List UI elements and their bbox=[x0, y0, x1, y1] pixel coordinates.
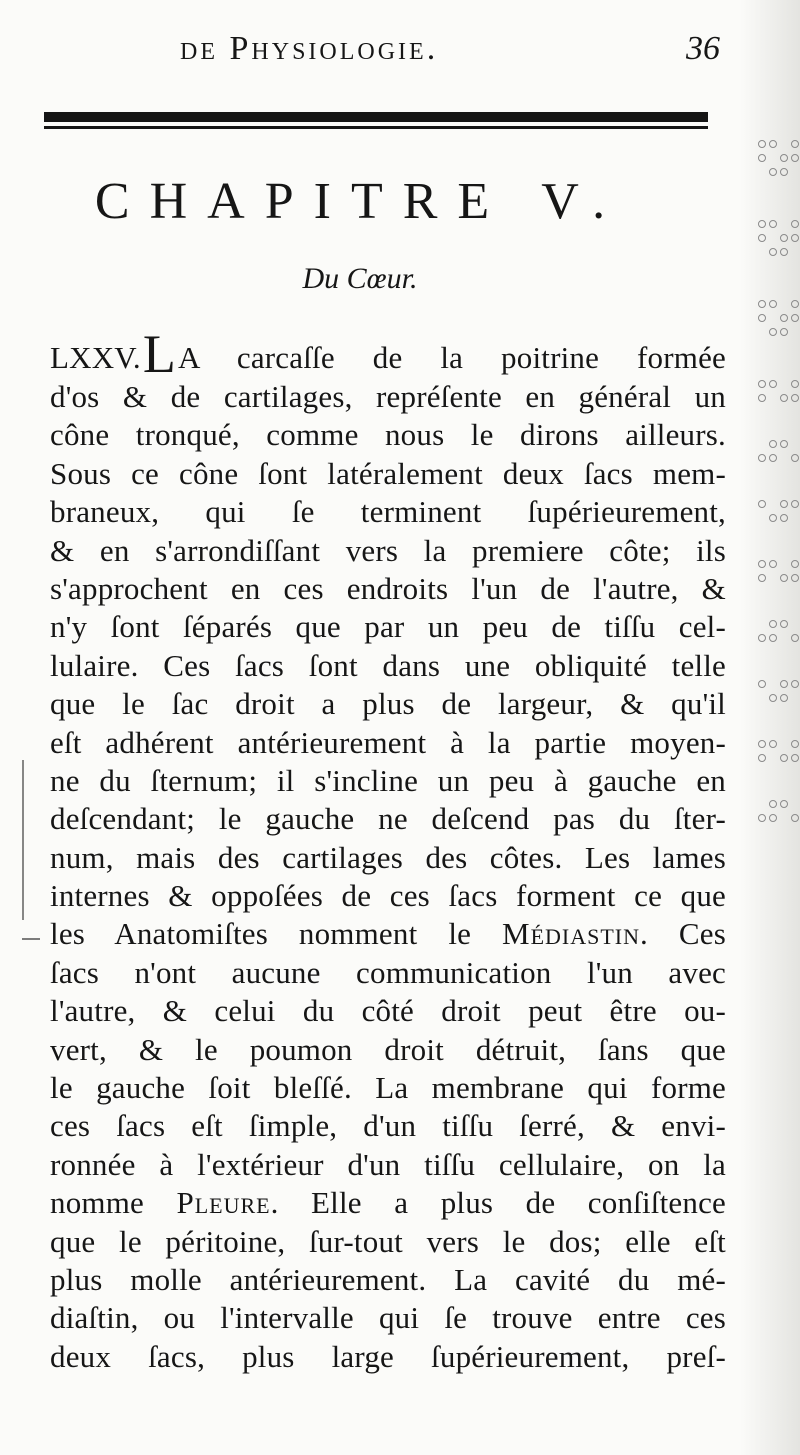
bleed-dot bbox=[780, 694, 788, 702]
text-line: s'approchent en ces endroits l'un de l'autre, & bbox=[50, 570, 726, 606]
text-segment: les Anatomiſtes nomment le bbox=[50, 916, 472, 952]
bleed-dot bbox=[758, 814, 766, 822]
bleed-dot bbox=[780, 514, 788, 522]
drop-cap: L bbox=[142, 324, 177, 384]
bleed-dot bbox=[758, 234, 766, 242]
bleed-dot bbox=[791, 234, 799, 242]
bleed-dot bbox=[769, 560, 777, 568]
bleed-dot bbox=[780, 168, 788, 176]
running-head: de Physiologie. bbox=[180, 30, 439, 67]
bleed-dot bbox=[780, 620, 788, 628]
bleed-dot bbox=[791, 314, 799, 322]
text-segment: . Elle a plus de conſiſtence bbox=[270, 1185, 726, 1221]
bleed-dot bbox=[780, 680, 788, 688]
bleed-dot bbox=[769, 300, 777, 308]
margin-tick bbox=[22, 938, 40, 940]
bleed-dot bbox=[791, 454, 799, 462]
bleed-dot bbox=[769, 694, 777, 702]
bleed-dot bbox=[791, 220, 799, 228]
header-rule-thick bbox=[44, 112, 708, 122]
bleed-dot bbox=[780, 440, 788, 448]
text-line: Sous ce cône ſont latéralement deux ſacs mem- bbox=[50, 455, 726, 491]
bleed-dot bbox=[791, 140, 799, 148]
text-line: que le péritoine, ſur-tout vers le dos; elle eſt bbox=[50, 1223, 726, 1259]
bleed-dot bbox=[758, 680, 766, 688]
text-line bbox=[50, 915, 726, 953]
bleed-dot bbox=[780, 500, 788, 508]
text-line: diaſtin, ou l'intervalle qui ſe trouve entre ces bbox=[50, 1300, 726, 1336]
bleed-dot bbox=[758, 754, 766, 762]
text-segment: nomme bbox=[50, 1185, 144, 1221]
text-line: ces ſacs eſt ſimple, d'un tiſſu ſerré, & envi- bbox=[50, 1108, 726, 1144]
bleed-dot bbox=[769, 248, 777, 256]
bleed-dot bbox=[780, 234, 788, 242]
bleed-dot bbox=[780, 800, 788, 808]
text-line bbox=[50, 1184, 726, 1222]
text-line: internes & oppoſées de ces ſacs forment ce que bbox=[50, 878, 726, 914]
text-line bbox=[50, 324, 726, 384]
text-line: ronnée à l'extérieur d'un tiſſu cellulaire, on la bbox=[50, 1146, 726, 1182]
bleed-dot bbox=[758, 140, 766, 148]
bleed-through-dots bbox=[752, 140, 800, 860]
text-line: l'autre, & celui du côté droit peut être ou- bbox=[50, 993, 726, 1029]
chapter-subtitle: Du Cœur. bbox=[302, 262, 418, 295]
bleed-dot bbox=[758, 220, 766, 228]
bleed-dot bbox=[791, 754, 799, 762]
bleed-dot bbox=[758, 740, 766, 748]
bleed-dot bbox=[758, 154, 766, 162]
text-line: que le ſac droit a plus de largeur, & qu'il bbox=[50, 686, 726, 722]
bleed-dot bbox=[791, 394, 799, 402]
page-header bbox=[40, 28, 720, 78]
bleed-dot bbox=[758, 380, 766, 388]
bleed-dot bbox=[769, 814, 777, 822]
bleed-dot bbox=[791, 574, 799, 582]
bleed-dot bbox=[769, 140, 777, 148]
bleed-dot bbox=[791, 740, 799, 748]
text-line: ſacs n'ont aucune communication l'un avec bbox=[50, 954, 726, 990]
bleed-dot bbox=[791, 634, 799, 642]
bleed-dot bbox=[769, 454, 777, 462]
bleed-dot bbox=[769, 514, 777, 522]
bleed-dot bbox=[780, 328, 788, 336]
text-line: deux ſacs, plus large ſupérieurement, preſ- bbox=[50, 1338, 726, 1374]
text-line: eſt adhérent antérieurement à la partie moyen- bbox=[50, 724, 726, 760]
bleed-dot bbox=[791, 300, 799, 308]
text-line: vert, & le poumon droit détruit, ſans que bbox=[50, 1031, 726, 1067]
bleed-dot bbox=[758, 314, 766, 322]
bleed-dot bbox=[769, 620, 777, 628]
bleed-dot bbox=[769, 800, 777, 808]
text-line: lulaire. Ces ſacs ſont dans une obliquité telle bbox=[50, 647, 726, 683]
paragraph-body bbox=[50, 324, 727, 1376]
margin-mark bbox=[22, 760, 24, 920]
bleed-dot bbox=[780, 754, 788, 762]
bleed-dot bbox=[758, 394, 766, 402]
header-rule-thin bbox=[44, 126, 708, 129]
text-line: cône tronqué, comme nous le dirons ailleurs. bbox=[50, 417, 726, 453]
text-line: plus molle antérieurement. La cavité du mé- bbox=[50, 1261, 726, 1297]
bleed-dot bbox=[758, 500, 766, 508]
bleed-dot bbox=[758, 560, 766, 568]
page-number: 36 bbox=[686, 30, 720, 67]
text-line: num, mais des cartilages des côtes. Les lames bbox=[50, 839, 726, 875]
bleed-dot bbox=[791, 680, 799, 688]
bleed-dot bbox=[769, 380, 777, 388]
text-line: ne du ſternum; il s'incline un peu à gauche en bbox=[50, 762, 726, 798]
bleed-dot bbox=[791, 500, 799, 508]
bleed-dot bbox=[758, 634, 766, 642]
bleed-dot bbox=[769, 220, 777, 228]
paragraph-number: LXXV. bbox=[50, 340, 141, 375]
term-pleure: Pleure bbox=[176, 1185, 271, 1221]
text-segment: A carcaſſe de la poitrine formée bbox=[178, 340, 726, 375]
text-line: & en s'arrondiſſant vers la premiere côte; ils bbox=[50, 532, 726, 568]
bleed-dot bbox=[769, 740, 777, 748]
bleed-dot bbox=[780, 394, 788, 402]
bleed-dot bbox=[769, 440, 777, 448]
text-line: le gauche ſoit bleſſé. La membrane qui forme bbox=[50, 1070, 726, 1106]
text-line: n'y ſont ſéparés que par un peu de tiſſu cel- bbox=[50, 609, 726, 645]
bleed-dot bbox=[791, 380, 799, 388]
chapter-title: CHAPITRE V. bbox=[94, 173, 626, 230]
bleed-dot bbox=[780, 574, 788, 582]
bleed-dot bbox=[758, 454, 766, 462]
text-line: braneux, qui ſe terminent ſupérieurement, bbox=[50, 494, 726, 530]
bleed-dot bbox=[791, 154, 799, 162]
bleed-dot bbox=[780, 154, 788, 162]
bleed-dot bbox=[780, 314, 788, 322]
bleed-dot bbox=[791, 814, 799, 822]
bleed-dot bbox=[769, 328, 777, 336]
bleed-dot bbox=[758, 300, 766, 308]
bleed-dot bbox=[758, 574, 766, 582]
bleed-dot bbox=[791, 560, 799, 568]
term-mediastin: Médiastin bbox=[502, 916, 641, 952]
bleed-dot bbox=[769, 634, 777, 642]
text-line: d'os & de cartilages, repréſente en général un bbox=[50, 379, 726, 414]
bleed-dot bbox=[769, 168, 777, 176]
text-line: deſcendant; le gauche ne deſcend pas du ſter- bbox=[50, 801, 726, 837]
bleed-dot bbox=[780, 248, 788, 256]
text-segment: . Ces bbox=[640, 916, 727, 952]
